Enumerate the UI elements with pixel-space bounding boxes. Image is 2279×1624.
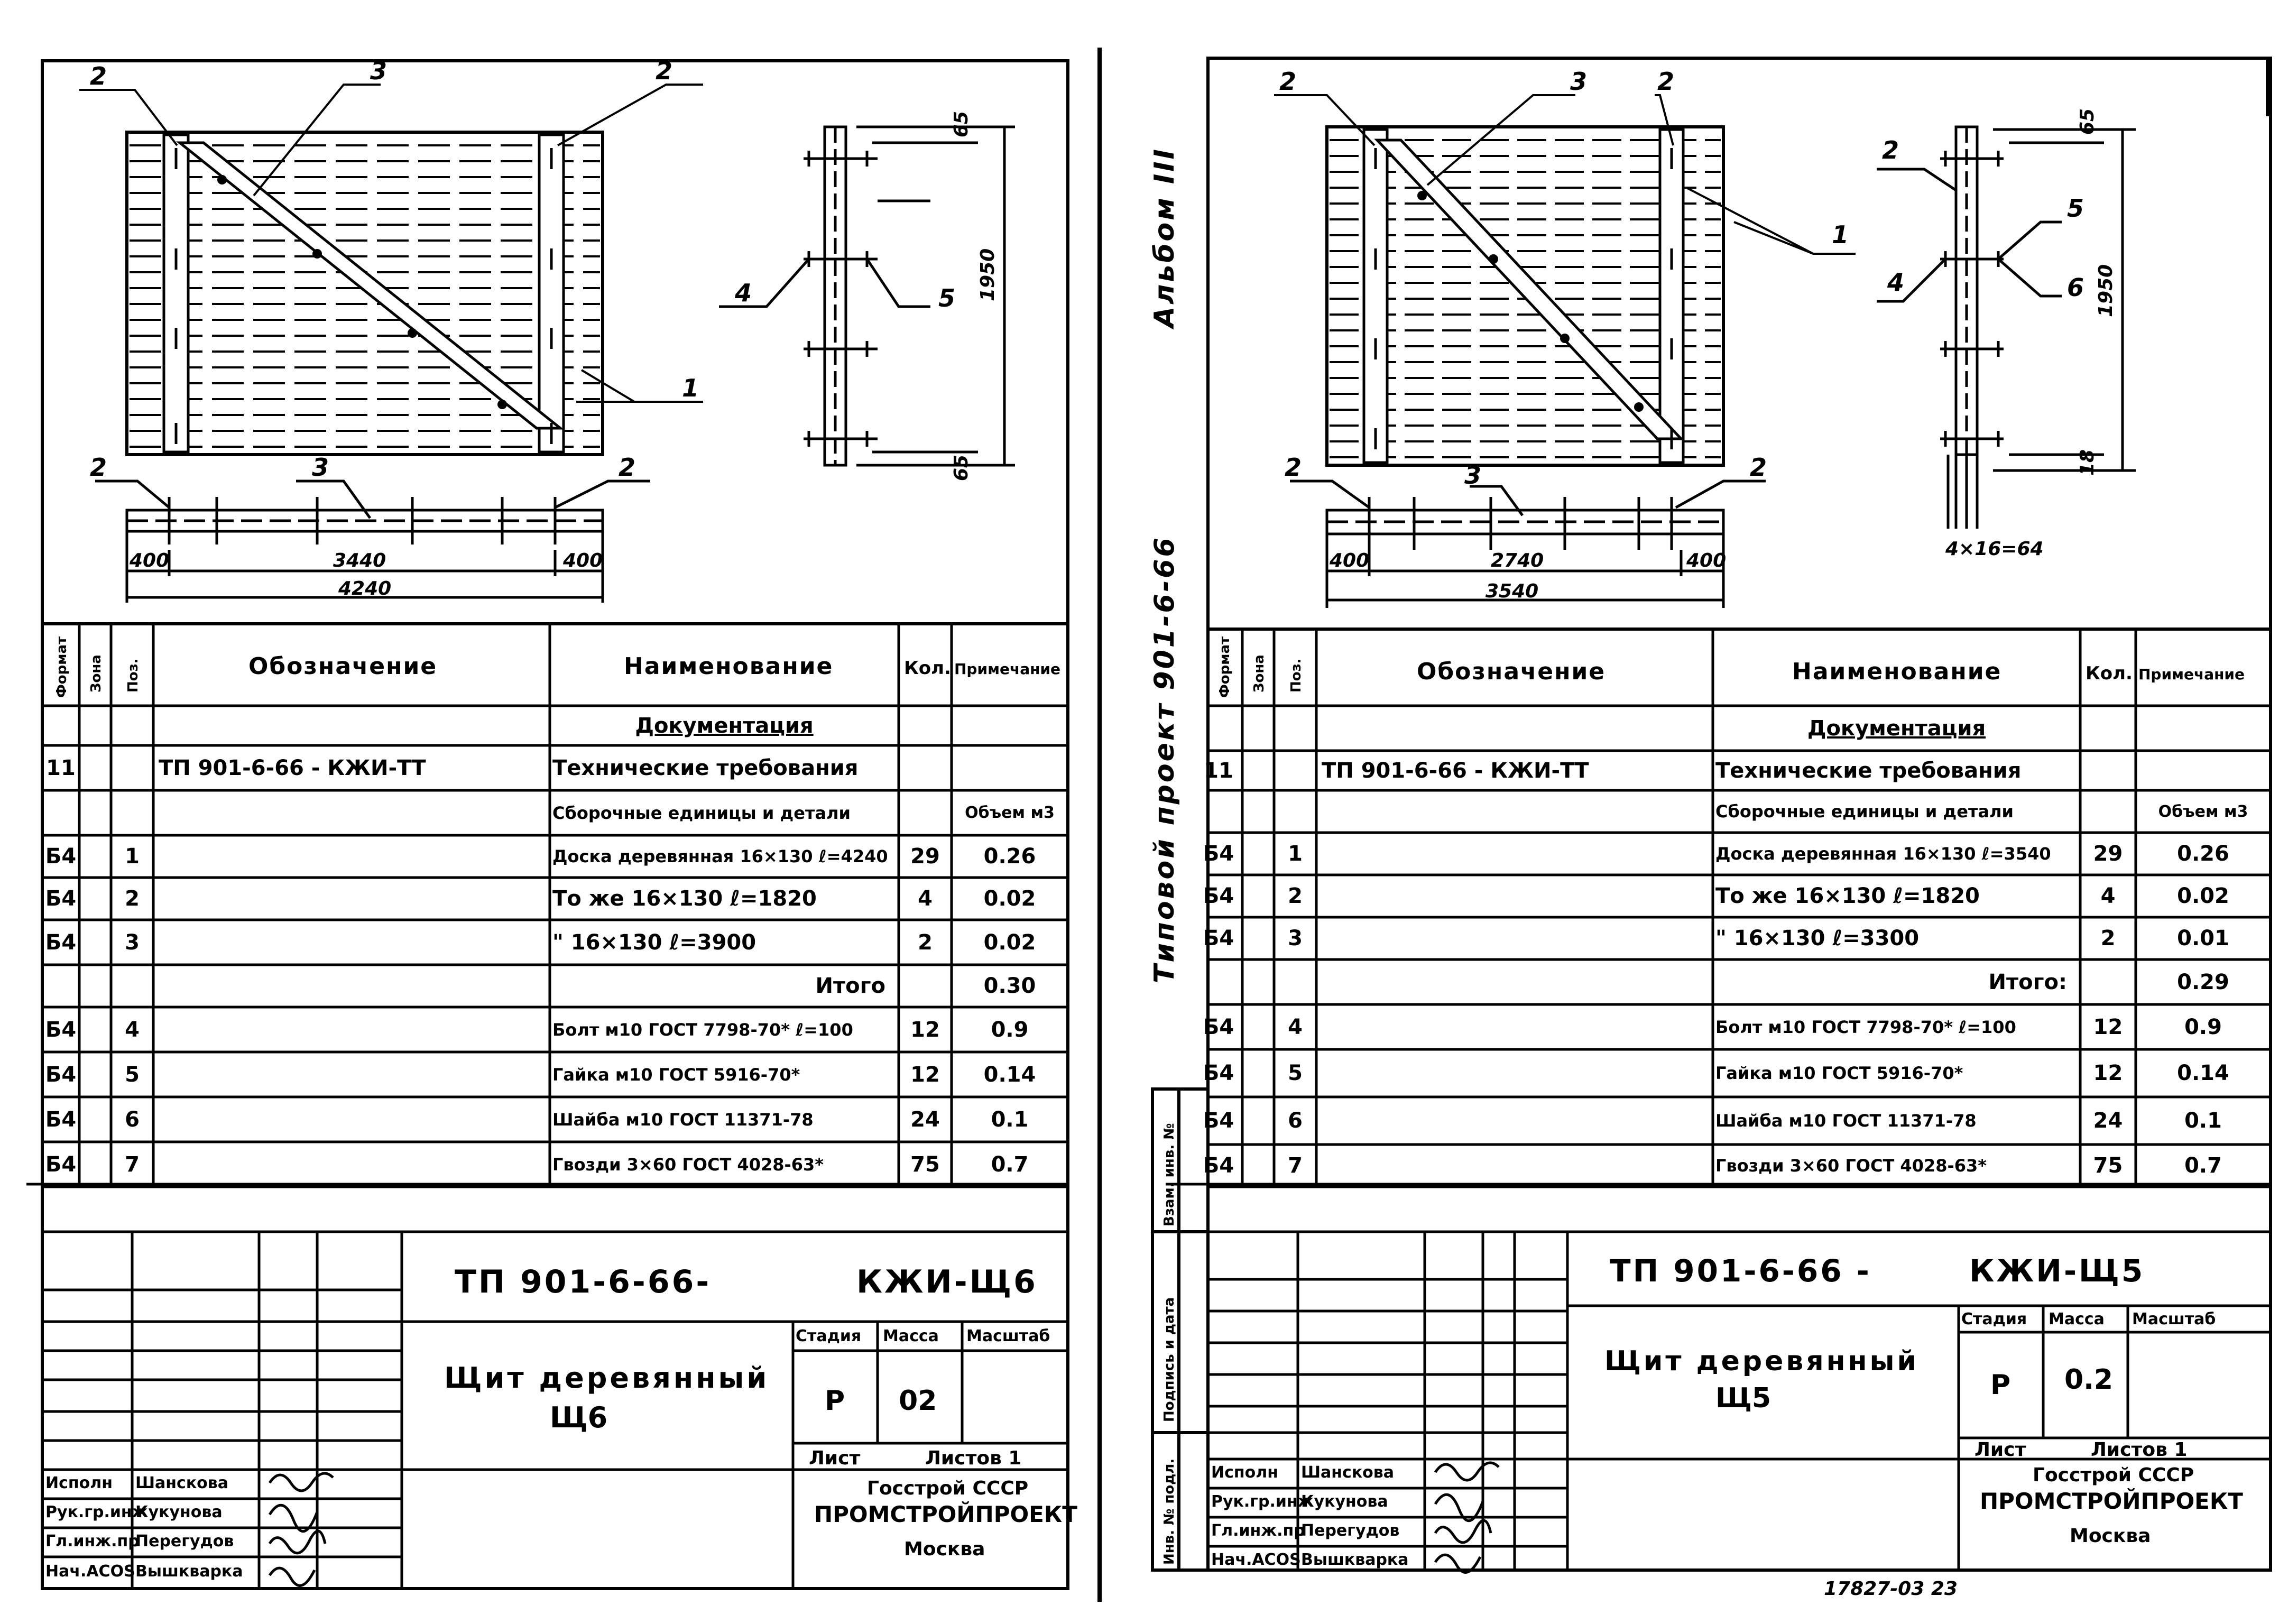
shield-side-view xyxy=(719,127,1015,465)
scale-label: Масштаб xyxy=(2132,1310,2216,1328)
callout-5: 5 xyxy=(938,284,956,312)
spec-cell-format: Б4 xyxy=(45,930,77,955)
header-zone: Зона xyxy=(1251,654,1267,693)
spec-cell-pos: 6 xyxy=(125,1107,140,1132)
dim-top-offset: 65 xyxy=(951,110,972,137)
org-line2: ПРОМСТРОЙПРОЕКТ xyxy=(1980,1488,2243,1514)
header-name: Наименование xyxy=(624,653,834,680)
spec-cell-name: Гайка м10 ГОСТ 5916-70* xyxy=(552,1064,800,1085)
org-line1: Госстрой СССР xyxy=(867,1478,1029,1499)
spec-cell-name: То же 16×130 ℓ=1820 xyxy=(1715,884,1980,908)
callout-2-plan-left: 2 xyxy=(90,453,107,482)
spec-cell-note: Объем м3 xyxy=(965,804,1055,822)
spec-cell-format: Б4 xyxy=(45,1062,77,1087)
callout-3-plan: 3 xyxy=(312,453,329,482)
title-line1: Щит деревянный xyxy=(444,1361,770,1395)
spec-cell-pos: 3 xyxy=(125,930,140,955)
org-line2: ПРОМСТРОЙПРОЕКТ xyxy=(814,1501,1077,1527)
spec-cell-pos: 3 xyxy=(1288,926,1303,951)
signer-row: Перегудов xyxy=(135,1532,234,1551)
spec-cell-designation: ТП 901-6-66 - КЖИ-ТТ xyxy=(159,755,426,780)
spec-cell-name: Сборочные единицы и детали xyxy=(1715,801,2014,822)
doc-code: ТП 901-6-66 - xyxy=(1610,1253,1871,1289)
spec-cell-format: Б4 xyxy=(1203,842,1234,866)
dim-left: 400 xyxy=(1330,550,1370,571)
dim-top-offset: 65 xyxy=(2077,108,2098,135)
header-format: Формат xyxy=(1217,636,1233,698)
spec-cell-note: 0.9 xyxy=(991,1017,1029,1042)
spec-cell-name: " 16×130 ℓ=3900 xyxy=(552,930,756,955)
spec-cell-pos: 6 xyxy=(1288,1109,1303,1133)
shield-front-view xyxy=(127,132,603,455)
signer-row: Вышкварка xyxy=(1301,1551,1409,1569)
title-block-left xyxy=(42,1232,1077,1589)
sheets-count: Листов 1 xyxy=(2091,1439,2188,1461)
org-line1: Госстрой СССР xyxy=(2033,1464,2194,1486)
callout-4: 4 xyxy=(1887,268,1905,297)
mass-label: Масса xyxy=(883,1327,939,1345)
spec-cell-qty: 2 xyxy=(2100,926,2116,951)
spec-cell-name: Документация xyxy=(1807,716,1986,741)
spec-cell-name: " 16×130 ℓ=3300 xyxy=(1715,926,1920,951)
dim-bottom-offset: 65 xyxy=(951,454,972,481)
spec-cell-format: Б4 xyxy=(45,1152,77,1177)
signer-row: Нач.АСОS xyxy=(1211,1551,1301,1569)
stage-value: Р xyxy=(1990,1369,2011,1401)
dim-mid: 3440 xyxy=(333,550,386,571)
header-name: Наименование xyxy=(1792,658,2002,685)
signer-row: Рук.гр.инж xyxy=(45,1503,148,1521)
stamp-side-inv: Инв. № подл. xyxy=(1161,1458,1177,1565)
spec-cell-name: Гвозди 3×60 ГОСТ 4028-63* xyxy=(552,1154,824,1175)
spec-cell-pos: 5 xyxy=(125,1062,140,1087)
spec-cell-format: Б4 xyxy=(1203,1154,1234,1178)
callout-2-plan-left: 2 xyxy=(1285,453,1302,482)
spec-cell-qty: 24 xyxy=(2093,1109,2123,1133)
callout-3-plan: 3 xyxy=(1464,461,1482,490)
spec-cell-pos: 1 xyxy=(125,844,140,869)
spec-cell-qty: 2 xyxy=(918,930,933,955)
signer-row: Исполн xyxy=(45,1474,113,1492)
spec-cell-format: Б4 xyxy=(45,844,77,869)
header-pos: Поз. xyxy=(125,658,141,693)
title-line2: Щ5 xyxy=(1715,1382,1771,1414)
spec-cell-qty: 24 xyxy=(910,1107,940,1132)
spec-cell-format: Б4 xyxy=(1203,1109,1234,1133)
dim-height: 1950 xyxy=(2095,264,2117,317)
stage-label: Стадия xyxy=(796,1327,862,1345)
spec-cell-pos: 5 xyxy=(1288,1061,1303,1085)
stamp-side-signature: Подпись и дата xyxy=(1161,1297,1177,1422)
spec-cell-format: Б4 xyxy=(1203,1061,1234,1085)
dim-bottom-offset: 18 xyxy=(2077,449,2098,476)
spec-cell-note: 0.14 xyxy=(2177,1061,2229,1085)
signer-row: Вышкварка xyxy=(135,1562,243,1581)
spec-cell-note: 0.02 xyxy=(983,887,1036,911)
spec-cell-note: 0.1 xyxy=(991,1107,1029,1132)
spec-cell-qty: 12 xyxy=(910,1062,940,1087)
dim-right: 400 xyxy=(1686,550,1727,571)
spec-cell-name: Итого xyxy=(815,974,885,998)
spec-cell-name: Шайба м10 ГОСТ 11371-78 xyxy=(1715,1111,1977,1131)
spec-table xyxy=(42,624,1068,1187)
callout-3: 3 xyxy=(1570,67,1588,96)
spec-cell-name: Технические требования xyxy=(1715,758,2022,783)
dim-left: 400 xyxy=(130,550,170,571)
spec-cell-pos: 7 xyxy=(125,1152,140,1177)
doc-code: ТП 901-6-66- xyxy=(455,1263,712,1300)
callout-2-left: 2 xyxy=(1279,67,1297,96)
header-zone: Зона xyxy=(88,654,104,693)
callout-6: 6 xyxy=(2067,273,2084,302)
callout-2-side: 2 xyxy=(1882,136,1899,164)
spec-cell-format: Б4 xyxy=(45,1107,77,1132)
callout-2-plan-right: 2 xyxy=(1750,453,1767,482)
spec-cell-name: Доска деревянная 16×130 ℓ=4240 xyxy=(552,846,888,866)
header-qty: Кол. xyxy=(2086,663,2133,684)
dim-bolts: 4×16=64 xyxy=(1945,538,2044,560)
spec-cell-format: 11 xyxy=(1204,758,1233,783)
dim-total: 3540 xyxy=(1485,580,1539,602)
spec-cell-qty: 29 xyxy=(2093,842,2123,866)
callout-4: 4 xyxy=(735,279,752,307)
header-designation: Обозначение xyxy=(1417,658,1606,685)
spec-cell-note: 0.29 xyxy=(2177,970,2229,994)
spec-cell-note: 0.7 xyxy=(991,1152,1029,1177)
stamp-side-replaced: Взам. инв. № xyxy=(1161,1123,1177,1226)
spec-cell-pos: 7 xyxy=(1288,1154,1303,1178)
spec-cell-pos: 2 xyxy=(125,887,140,911)
spec-cell-name: То же 16×130 ℓ=1820 xyxy=(552,887,817,911)
spec-cell-name: Технические требования xyxy=(552,755,859,780)
signer-row: Нач.АСОS xyxy=(45,1562,135,1581)
dim-mid: 2740 xyxy=(1491,550,1544,571)
title-block-right xyxy=(1208,1232,2271,1570)
project-label: Типовой проект 901-6-66 xyxy=(1149,536,1180,983)
spec-cell-qty: 29 xyxy=(910,844,940,869)
signer-row: Гл.инж.пр xyxy=(45,1532,140,1551)
signer-row: Гл.инж.пр xyxy=(1211,1521,1305,1540)
spec-cell-name: Шайба м10 ГОСТ 11371-78 xyxy=(552,1109,814,1130)
spec-cell-format: Б4 xyxy=(45,1017,77,1042)
spec-cell-name: Гвозди 3×60 ГОСТ 4028-63* xyxy=(1715,1156,1987,1176)
callout-1: 1 xyxy=(682,374,699,402)
archive-number: 17827-03 23 xyxy=(1824,1578,1958,1600)
stage-label: Стадия xyxy=(1961,1310,2027,1328)
spec-cell-pos: 2 xyxy=(1288,884,1303,908)
header-note: Примечание xyxy=(2138,666,2245,683)
signer-row: Кукунова xyxy=(135,1503,223,1521)
spec-cell-note: Объем м3 xyxy=(2158,802,2248,821)
header-qty: Кол. xyxy=(904,658,951,679)
header-format: Формат xyxy=(54,636,70,698)
org-line3: Москва xyxy=(904,1538,985,1560)
spec-cell-qty: 12 xyxy=(910,1017,940,1042)
spec-cell-note: 0.02 xyxy=(2177,884,2229,908)
mass-value: 02 xyxy=(899,1385,937,1417)
spec-cell-note: 0.7 xyxy=(2184,1154,2222,1178)
signer-row: Перегудов xyxy=(1301,1521,1400,1540)
doc-suffix: КЖИ-Щ5 xyxy=(1969,1253,2145,1289)
callout-3: 3 xyxy=(370,57,387,85)
spec-cell-qty: 75 xyxy=(2093,1154,2123,1178)
sheet-label: Лист xyxy=(809,1447,861,1469)
stage-value: Р xyxy=(825,1385,845,1417)
shield-front-view xyxy=(1327,127,1723,465)
spec-cell-pos: 1 xyxy=(1288,842,1303,866)
signer-row: Шанскова xyxy=(135,1474,229,1492)
spec-cell-qty: 4 xyxy=(2100,884,2116,908)
spec-cell-format: Б4 xyxy=(1203,926,1234,951)
spec-cell-format: Б4 xyxy=(1203,1014,1234,1039)
dim-height: 1950 xyxy=(977,248,999,301)
signer-row: Рук.гр.инж xyxy=(1211,1492,1314,1511)
sheet-label: Лист xyxy=(1974,1439,2026,1461)
spec-cell-qty: 4 xyxy=(918,887,933,911)
signer-row: Шанскова xyxy=(1301,1463,1395,1482)
signer-row: Кукунова xyxy=(1301,1492,1388,1511)
dim-total: 4240 xyxy=(338,578,392,599)
spec-cell-name: Доска деревянная 16×130 ℓ=3540 xyxy=(1715,844,2051,864)
spec-table xyxy=(1208,629,2271,1187)
spec-cell-qty: 12 xyxy=(2093,1014,2123,1039)
spec-cell-name: Итого: xyxy=(1988,970,2067,994)
mass-label: Масса xyxy=(2049,1310,2105,1328)
spec-cell-name: Болт м10 ГОСТ 7798-70* ℓ=100 xyxy=(1715,1017,2016,1037)
spec-cell-note: 0.1 xyxy=(2184,1109,2222,1133)
spec-cell-pos: 4 xyxy=(125,1017,140,1042)
album-label: Альбом III xyxy=(1149,147,1180,328)
signer-row: Исполн xyxy=(1211,1463,1278,1482)
doc-suffix: КЖИ-Щ6 xyxy=(856,1263,1038,1300)
spec-cell-name: Документация xyxy=(635,713,814,738)
dim-right: 400 xyxy=(563,550,603,571)
spec-cell-format: Б4 xyxy=(1203,884,1234,908)
header-pos: Поз. xyxy=(1288,658,1304,693)
spec-cell-note: 0.02 xyxy=(983,930,1036,955)
spec-cell-note: 0.30 xyxy=(983,974,1036,998)
spec-cell-name: Болт м10 ГОСТ 7798-70* ℓ=100 xyxy=(552,1019,853,1040)
header-note: Примечание xyxy=(954,660,1061,678)
callout-2-left: 2 xyxy=(90,62,107,90)
spec-cell-qty: 75 xyxy=(910,1152,940,1177)
spec-cell-note: 0.26 xyxy=(983,844,1036,869)
spec-cell-note: 0.14 xyxy=(983,1062,1036,1087)
sheets-count: Листов 1 xyxy=(925,1447,1022,1469)
spec-cell-format: Б4 xyxy=(45,887,77,911)
scale-label: Масштаб xyxy=(966,1327,1050,1345)
callout-2-right: 2 xyxy=(1657,67,1675,96)
spec-cell-designation: ТП 901-6-66 - КЖИ-ТТ xyxy=(1322,758,1589,783)
header-designation: Обозначение xyxy=(248,653,438,680)
callout-2-plan-right: 2 xyxy=(619,453,636,482)
title-line2: Щ6 xyxy=(550,1401,608,1434)
spec-cell-qty: 12 xyxy=(2093,1061,2123,1085)
org-line3: Москва xyxy=(2070,1525,2151,1547)
callout-2-right: 2 xyxy=(656,57,673,85)
spec-cell-note: 0.26 xyxy=(2177,842,2229,866)
title-line1: Щит деревянный xyxy=(1604,1345,1919,1377)
callout-5: 5 xyxy=(2067,194,2084,223)
spec-cell-format: 11 xyxy=(46,755,76,780)
spec-cell-pos: 4 xyxy=(1288,1014,1303,1039)
spec-cell-name: Сборочные единицы и детали xyxy=(552,802,851,823)
spec-cell-note: 0.01 xyxy=(2177,926,2229,951)
callout-1: 1 xyxy=(1832,220,1849,249)
spec-cell-note: 0.9 xyxy=(2184,1014,2222,1039)
spec-cell-name: Гайка м10 ГОСТ 5916-70* xyxy=(1715,1063,1963,1083)
mass-value: 0.2 xyxy=(2064,1364,2114,1396)
